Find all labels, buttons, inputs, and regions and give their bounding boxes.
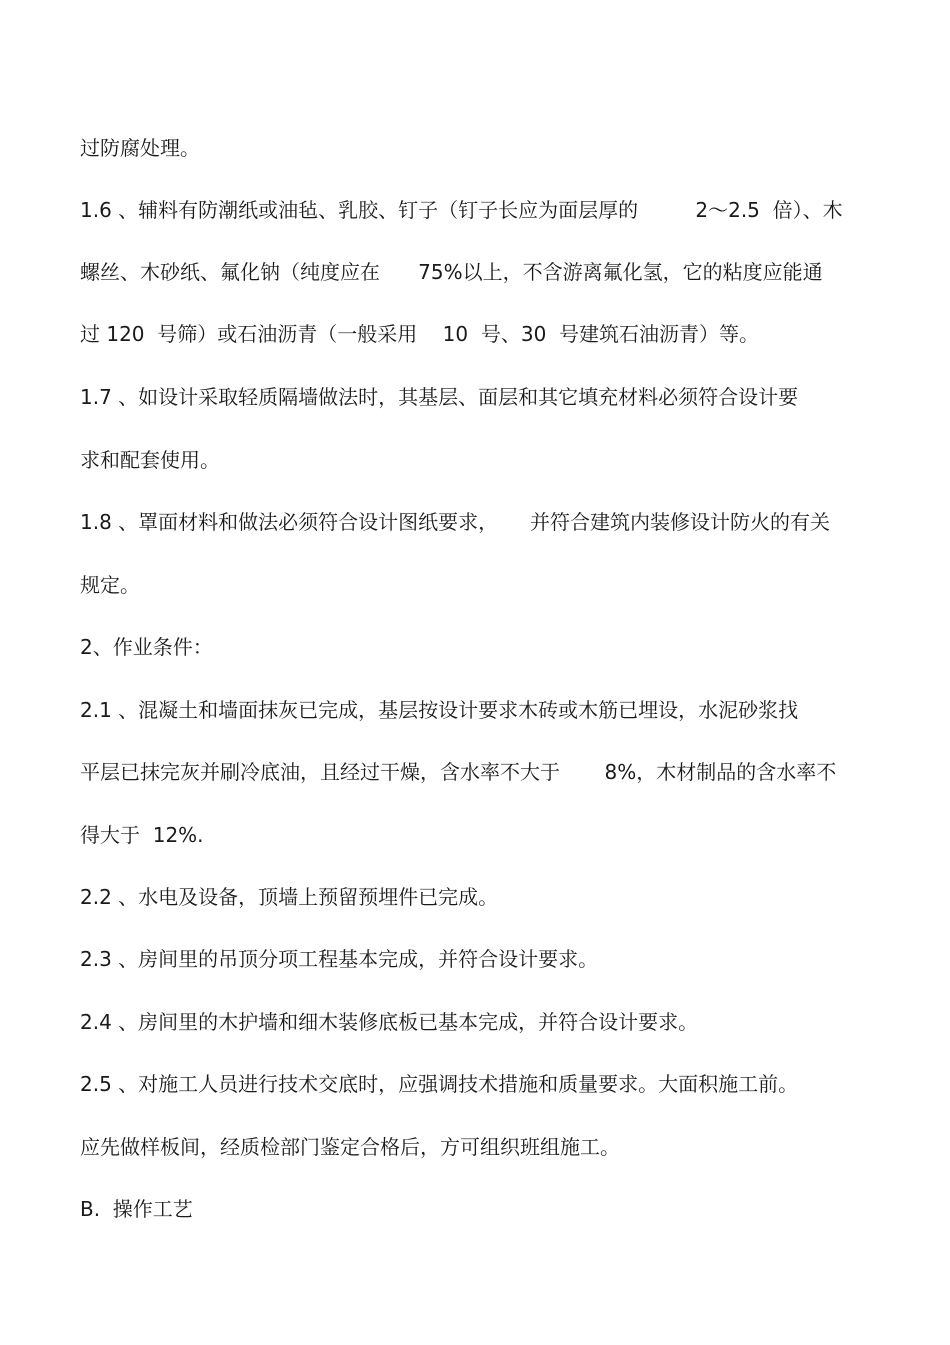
section-heading: B. 操作工艺 [80,1197,193,1221]
text-line: 规定。 [80,573,140,597]
text-line: 过 120 号筛）或石油沥青（一般采用 10 号、30 号建筑石油沥青）等。 [80,322,760,346]
text-line: 1.8 、罩面材料和做法必须符合设计图纸要求， 并符合建筑内装修设计防火的有关 [80,510,830,534]
text-line: 螺丝、木砂纸、氟化钠（纯度应在 75%以上，不含游离氟化氢，它的粘度应能通 [80,260,823,284]
text-line: 得大于 12%. [80,823,204,847]
text-line: 2.5 、对施工人员进行技术交底时，应强调技术措施和质量要求。大面积施工前。 [80,1072,799,1096]
text-line: 应先做样板间，经质检部门鉴定合格后，方可组织班组施工。 [80,1135,620,1159]
text-line: 2.2 、水电及设备，顶墙上预留预埋件已完成。 [80,885,499,909]
text-line: 2.1 、混凝土和墙面抹灰已完成，基层按设计要求木砖或木筋已埋设，水泥砂浆找 [80,698,799,722]
text-line: 求和配套使用。 [80,448,220,472]
text-line: 平层已抹完灰并刷冷底油，且经过干燥，含水率不大于 8%，木材制品的含水率不 [80,760,837,784]
text-line: 1.6 、辅料有防潮纸或油毡、乳胶、钉子（钉子长应为面层厚的 2～2.5 倍）、木 [80,198,843,222]
text-line: 1.7 、如设计采取轻质隔墙做法时，其基层、面层和其它填充材料必须符合设计要 [80,385,799,409]
section-heading: 2、作业条件： [80,635,213,659]
text-line: 过防腐处理。 [80,136,200,160]
text-line: 2.3 、房间里的吊顶分项工程基本完成，并符合设计要求。 [80,947,599,971]
text-line: 2.4 、房间里的木护墙和细木装修底板已基本完成，并符合设计要求。 [80,1010,699,1034]
